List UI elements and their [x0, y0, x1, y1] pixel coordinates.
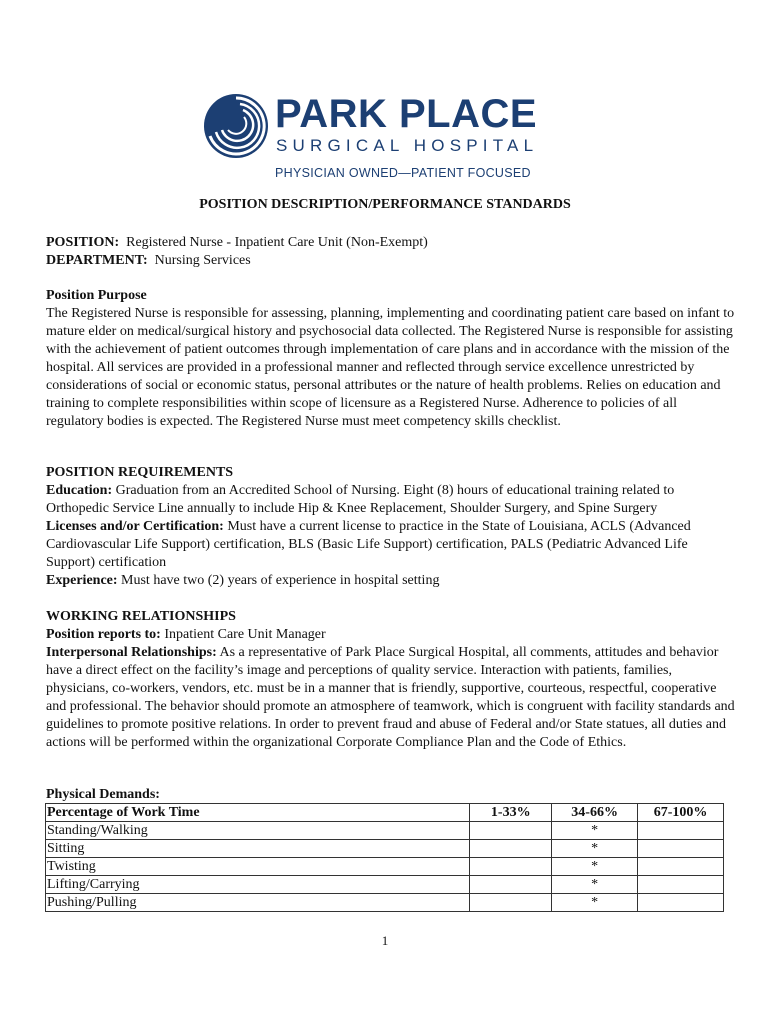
working-relationships-section	[46, 608, 736, 752]
table-cell	[470, 840, 552, 858]
table-cell: *	[552, 858, 638, 876]
table-cell: Pushing/Pulling	[46, 894, 470, 912]
table-cell	[638, 858, 724, 876]
table-cell: Lifting/Carrying	[46, 876, 470, 894]
page-number: 1	[381, 933, 389, 948]
table-cell	[638, 876, 724, 894]
table-cell	[638, 894, 724, 912]
education-value: Graduation from an Accredited School of Nursing. Eight (8) hours of educational training related to Orthopedic Service Line annually to include Hip & Knee Replacement, Shoulder Surgery, and Spine Surgery	[46, 483, 675, 516]
header-cell: 34-66%	[552, 804, 638, 822]
table-cell: *	[552, 894, 638, 912]
header-cell: 67-100%	[638, 804, 724, 822]
table-row	[46, 894, 724, 912]
physical-demands-table	[45, 803, 724, 912]
interpersonal-value: As a representative of Park Place Surgical Hospital, all comments, attitudes and behavior have a direct effect on the facility’s image and perceptions of quality service. Interaction with patients, families, physicians, co-workers, vendors, etc. must be in a manner that is friendly, supportive, courteous, respectful, cooperative and professional. The behavior should promote an atmosphere of teamwork, which is congruent with facility standards and guidelines to promote positive relations. In order to prevent fraud and abuse of Federal and/or State statues, all duties and actions will be performed within the organizational Corporate Compliance Plan and the Code of Ethics.	[46, 645, 735, 750]
logo-tagline: PHYSICIAN OWNED—PATIENT FOCUSED	[275, 166, 531, 180]
table-cell: *	[552, 840, 638, 858]
department-value: Nursing Services	[154, 253, 251, 268]
position-purpose-section	[46, 287, 736, 431]
requirements-heading: POSITION REQUIREMENTS	[46, 465, 234, 480]
purpose-body: The Registered Nurse is responsible for assessing, planning, implementing and coordinating patient care based on infant to mature elder on medical/surgical history and psychosocial data collected. The Registered Nurse is responsible for assisting with the achievement of patient outcomes through implementation of care plans and in accordance with the mission of the hospital. All services are provided in a professional manner and reflected through service excellence unrestricted by considerations of social or economic status, personal attributes or the nature of health problems. Relies on education and training to complete responsibilities within scope of licensure as a Registered Nurse. Adherence to policies of all regulatory bodies is expected. The Registered Nurse must meet competency skills checklist.	[46, 306, 735, 429]
table-header-row	[46, 804, 724, 822]
position-info	[46, 234, 736, 270]
physical-demands-heading-wrap	[46, 786, 736, 804]
education-label: Education:	[46, 483, 113, 498]
document-title: POSITION DESCRIPTION/PERFORMANCE STANDARDS	[199, 197, 571, 212]
table-cell	[470, 876, 552, 894]
position-requirements-section	[46, 464, 736, 590]
table-cell	[470, 858, 552, 876]
experience-label: Experience:	[46, 573, 118, 588]
interpersonal-label: Interpersonal Relationships:	[46, 645, 217, 660]
table-cell	[638, 822, 724, 840]
relationships-heading: WORKING RELATIONSHIPS	[46, 609, 236, 624]
table-cell	[470, 894, 552, 912]
table-row	[46, 822, 724, 840]
department-label: DEPARTMENT:	[46, 253, 148, 268]
table-cell: Sitting	[46, 840, 470, 858]
logo-subtitle: SURGICAL HOSPITAL	[276, 136, 539, 155]
physical-demands-heading: Physical Demands:	[46, 787, 160, 802]
table-cell: *	[552, 876, 638, 894]
position-label: POSITION:	[46, 235, 120, 250]
logo-name: PARK PLACE	[275, 92, 538, 136]
table-cell	[470, 822, 552, 840]
table-cell: Twisting	[46, 858, 470, 876]
table-row	[46, 858, 724, 876]
table-row	[46, 840, 724, 858]
purpose-heading: Position Purpose	[46, 288, 147, 303]
licenses-value: Must have a current license to practice in the State of Louisiana, ACLS (Advanced Cardiovascular Life Support) certification, BLS (Basic Life Support) certification, PALS (Pediatric Advanced Life Support) certification	[46, 519, 691, 570]
table-cell: Standing/Walking	[46, 822, 470, 840]
table-cell	[638, 840, 724, 858]
hospital-logo	[200, 90, 575, 182]
table-cell: *	[552, 822, 638, 840]
position-value: Registered Nurse - Inpatient Care Unit (Non-Exempt)	[126, 235, 428, 250]
reports-value: Inpatient Care Unit Manager	[164, 627, 326, 642]
header-cell: 1-33%	[470, 804, 552, 822]
reports-label: Position reports to:	[46, 627, 161, 642]
licenses-label: Licenses and/or Certification:	[46, 519, 224, 534]
header-cell: Percentage of Work Time	[46, 804, 470, 822]
table-row	[46, 876, 724, 894]
logo-swirl-icon	[200, 90, 272, 162]
experience-value: Must have two (2) years of experience in hospital setting	[121, 573, 440, 588]
